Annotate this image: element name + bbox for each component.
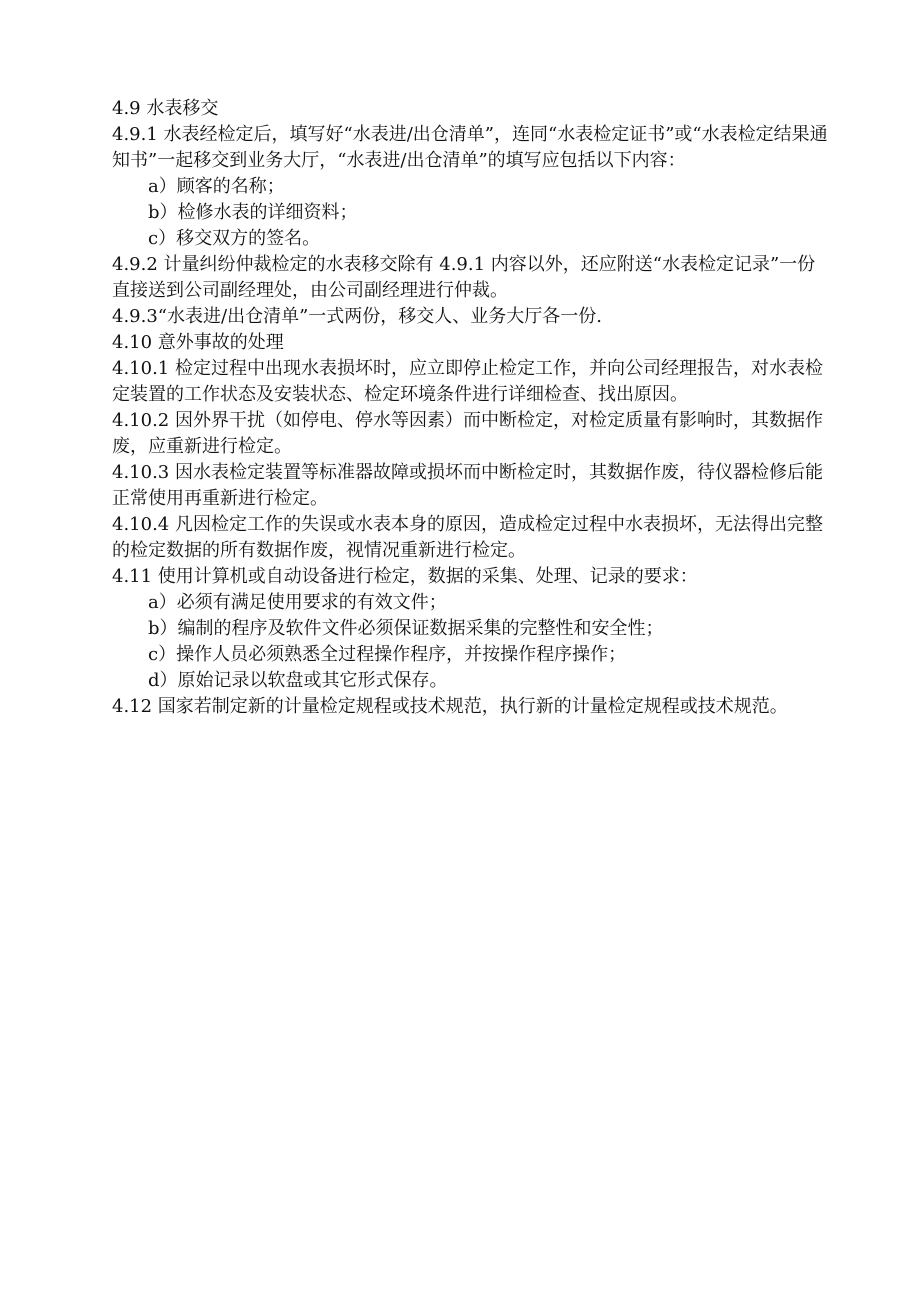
- paragraph-4-11: 4.11 使用计算机或自动设备进行检定，数据的采集、处理、记录的要求：: [112, 566, 698, 587]
- list-item: b）检修水表的详细资料；: [148, 202, 358, 223]
- paragraph-4-9-1: 4.9.1 水表经检定后，填写好“水表进/出仓清单”，连同“水表检定证书”或“水表检定结果通知书”一起移交到业务大厅，“水表进/出仓清单”的填写应包括以下内容：: [112, 124, 828, 171]
- paragraph-4-10-4: 4.10.4 凡因检定工作的失误或水表本身的原因，造成检定过程中水表损坏，无法得出完整的检定数据的所有数据作废，视情况重新进行检定。: [112, 514, 823, 561]
- paragraph-4-10-2: 4.10.2 因外界干扰（如停电、停水等因素）而中断检定，对检定质量有影响时，其数据作废，应重新进行检定。: [112, 410, 823, 457]
- section-heading-4-9: 4.9 水表移交: [112, 98, 219, 119]
- list-item: d）原始记录以软盘或其它形式保存。: [148, 670, 448, 691]
- list-item: c）移交双方的签名。: [148, 228, 321, 249]
- list-item: a）顾客的名称；: [148, 176, 285, 197]
- document-page: [112, 96, 832, 720]
- paragraph-4-12: 4.12 国家若制定新的计量检定规程或技术规范，执行新的计量检定规程或技术规范。: [112, 696, 788, 717]
- list-item: b）编制的程序及软件文件必须保证数据采集的完整性和安全性；: [148, 618, 664, 639]
- list-item: c）操作人员必须熟悉全过程操作程序，并按操作程序操作；: [148, 644, 627, 665]
- paragraph-4-10-1: 4.10.1 检定过程中出现水表损坏时，应立即停止检定工作，并向公司经理报告，对水表检定装置的工作状态及安装状态、检定环境条件进行详细检查、找出原因。: [112, 358, 823, 405]
- list-item: a）必须有满足使用要求的有效文件；: [148, 592, 447, 613]
- paragraph-4-9-3: 4.9.3“水表进/出仓清单”一式两份，移交人、业务大厅各一份.: [112, 306, 602, 327]
- paragraph-4-10-3: 4.10.3 因水表检定装置等标准器故障或损坏而中断检定时，其数据作废，待仪器检修后能正常使用再重新进行检定。: [112, 462, 823, 509]
- paragraph-4-9-2: 4.9.2 计量纠纷仲裁检定的水表移交除有 4.9.1 内容以外，还应附送“水表检定记录”一份直接送到公司副经理处，由公司副经理进行仲裁。: [112, 254, 816, 301]
- section-heading-4-10: 4.10 意外事故的处理: [112, 332, 284, 353]
